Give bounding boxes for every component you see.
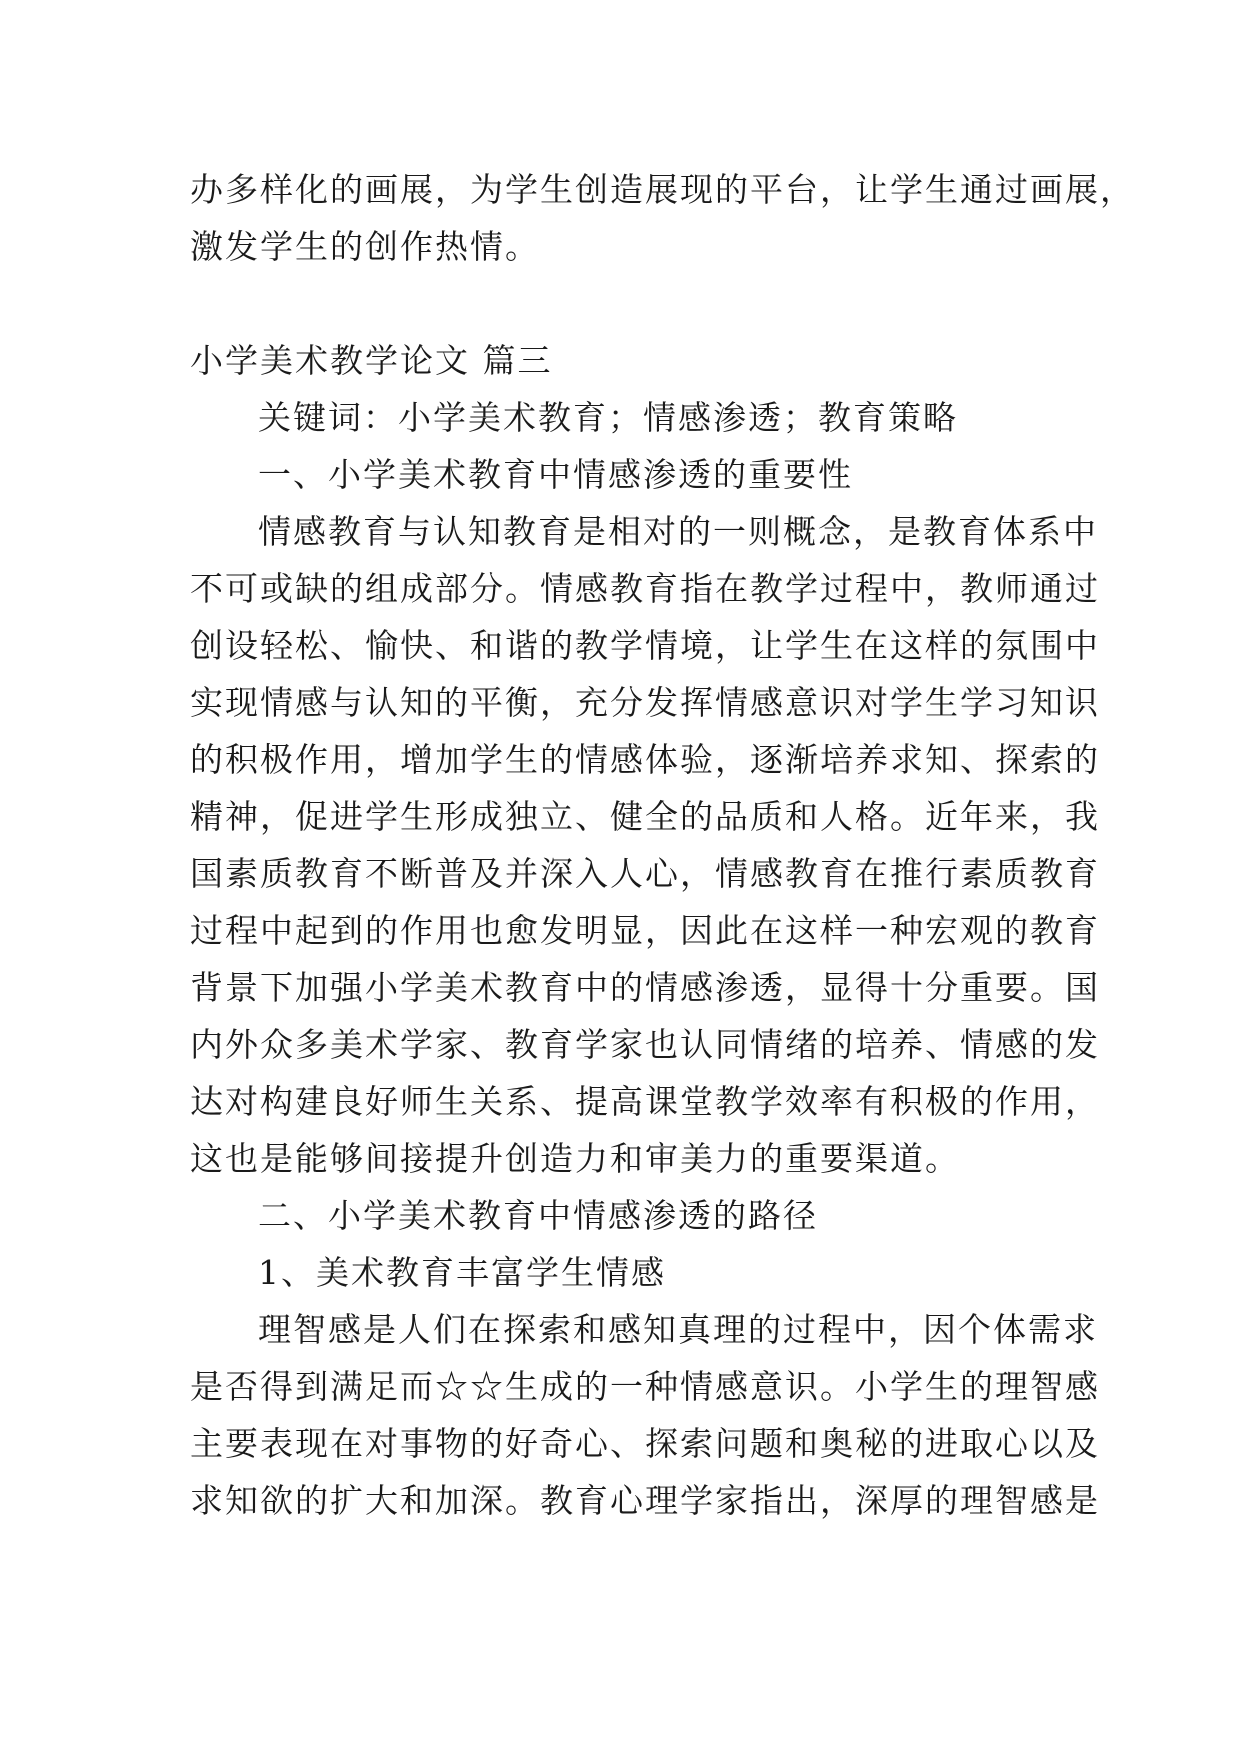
body-text-line: 情感教育与认知教育是相对的一则概念，是教育体系中 — [258, 512, 1098, 551]
body-text-line: 过程中起到的作用也愈发明显，因此在这样一种宏观的教育 — [190, 911, 1100, 950]
body-text-line: 达对构建良好师生关系、提高课堂教学效率有积极的作用， — [190, 1082, 1100, 1121]
body-text-line: 创设轻松、愉快、和谐的教学情境，让学生在这样的氛围中 — [190, 626, 1100, 665]
body-text-line: 理智感是人们在探索和感知真理的过程中，因个体需求 — [258, 1310, 1098, 1349]
body-text-line: 不可或缺的组成部分。情感教育指在教学过程中，教师通过 — [190, 569, 1100, 608]
body-text-line: 背景下加强小学美术教育中的情感渗透，显得十分重要。国 — [190, 968, 1100, 1007]
section-heading: 小学美术教学论文 篇三 — [190, 341, 553, 380]
body-text-line: 这也是能够间接提升创造力和审美力的重要渠道。 — [190, 1139, 960, 1178]
subheading-item-1: 1、美术教育丰富学生情感 — [258, 1253, 666, 1292]
keywords-line: 关键词：小学美术教育；情感渗透；教育策略 — [258, 398, 958, 437]
body-text-line: 内外众多美术学家、教育学家也认同情绪的培养、情感的发 — [190, 1025, 1100, 1064]
body-text-line: 国素质教育不断普及并深入人心，情感教育在推行素质教育 — [190, 854, 1100, 893]
body-text-line: 主要表现在对事物的好奇心、探索问题和奥秘的进取心以及 — [190, 1424, 1100, 1463]
paragraph-continuation-line: 激发学生的创作热情。 — [190, 227, 540, 266]
body-text-line: 精神，促进学生形成独立、健全的品质和人格。近年来，我 — [190, 797, 1100, 836]
subheading-path: 二、小学美术教育中情感渗透的路径 — [258, 1196, 818, 1235]
body-text-line: 的积极作用，增加学生的情感体验，逐渐培养求知、探索的 — [190, 740, 1100, 779]
body-text-line: 是否得到满足而☆☆生成的一种情感意识。小学生的理智感 — [190, 1367, 1100, 1406]
body-text-line: 求知欲的扩大和加深。教育心理学家指出，深厚的理智感是 — [190, 1481, 1100, 1520]
paragraph-continuation-line: 办多样化的画展，为学生创造展现的平台，让学生通过画展， — [190, 170, 1135, 209]
subheading-importance: 一、小学美术教育中情感渗透的重要性 — [258, 455, 853, 494]
body-text-line: 实现情感与认知的平衡，充分发挥情感意识对学生学习知识 — [190, 683, 1100, 722]
